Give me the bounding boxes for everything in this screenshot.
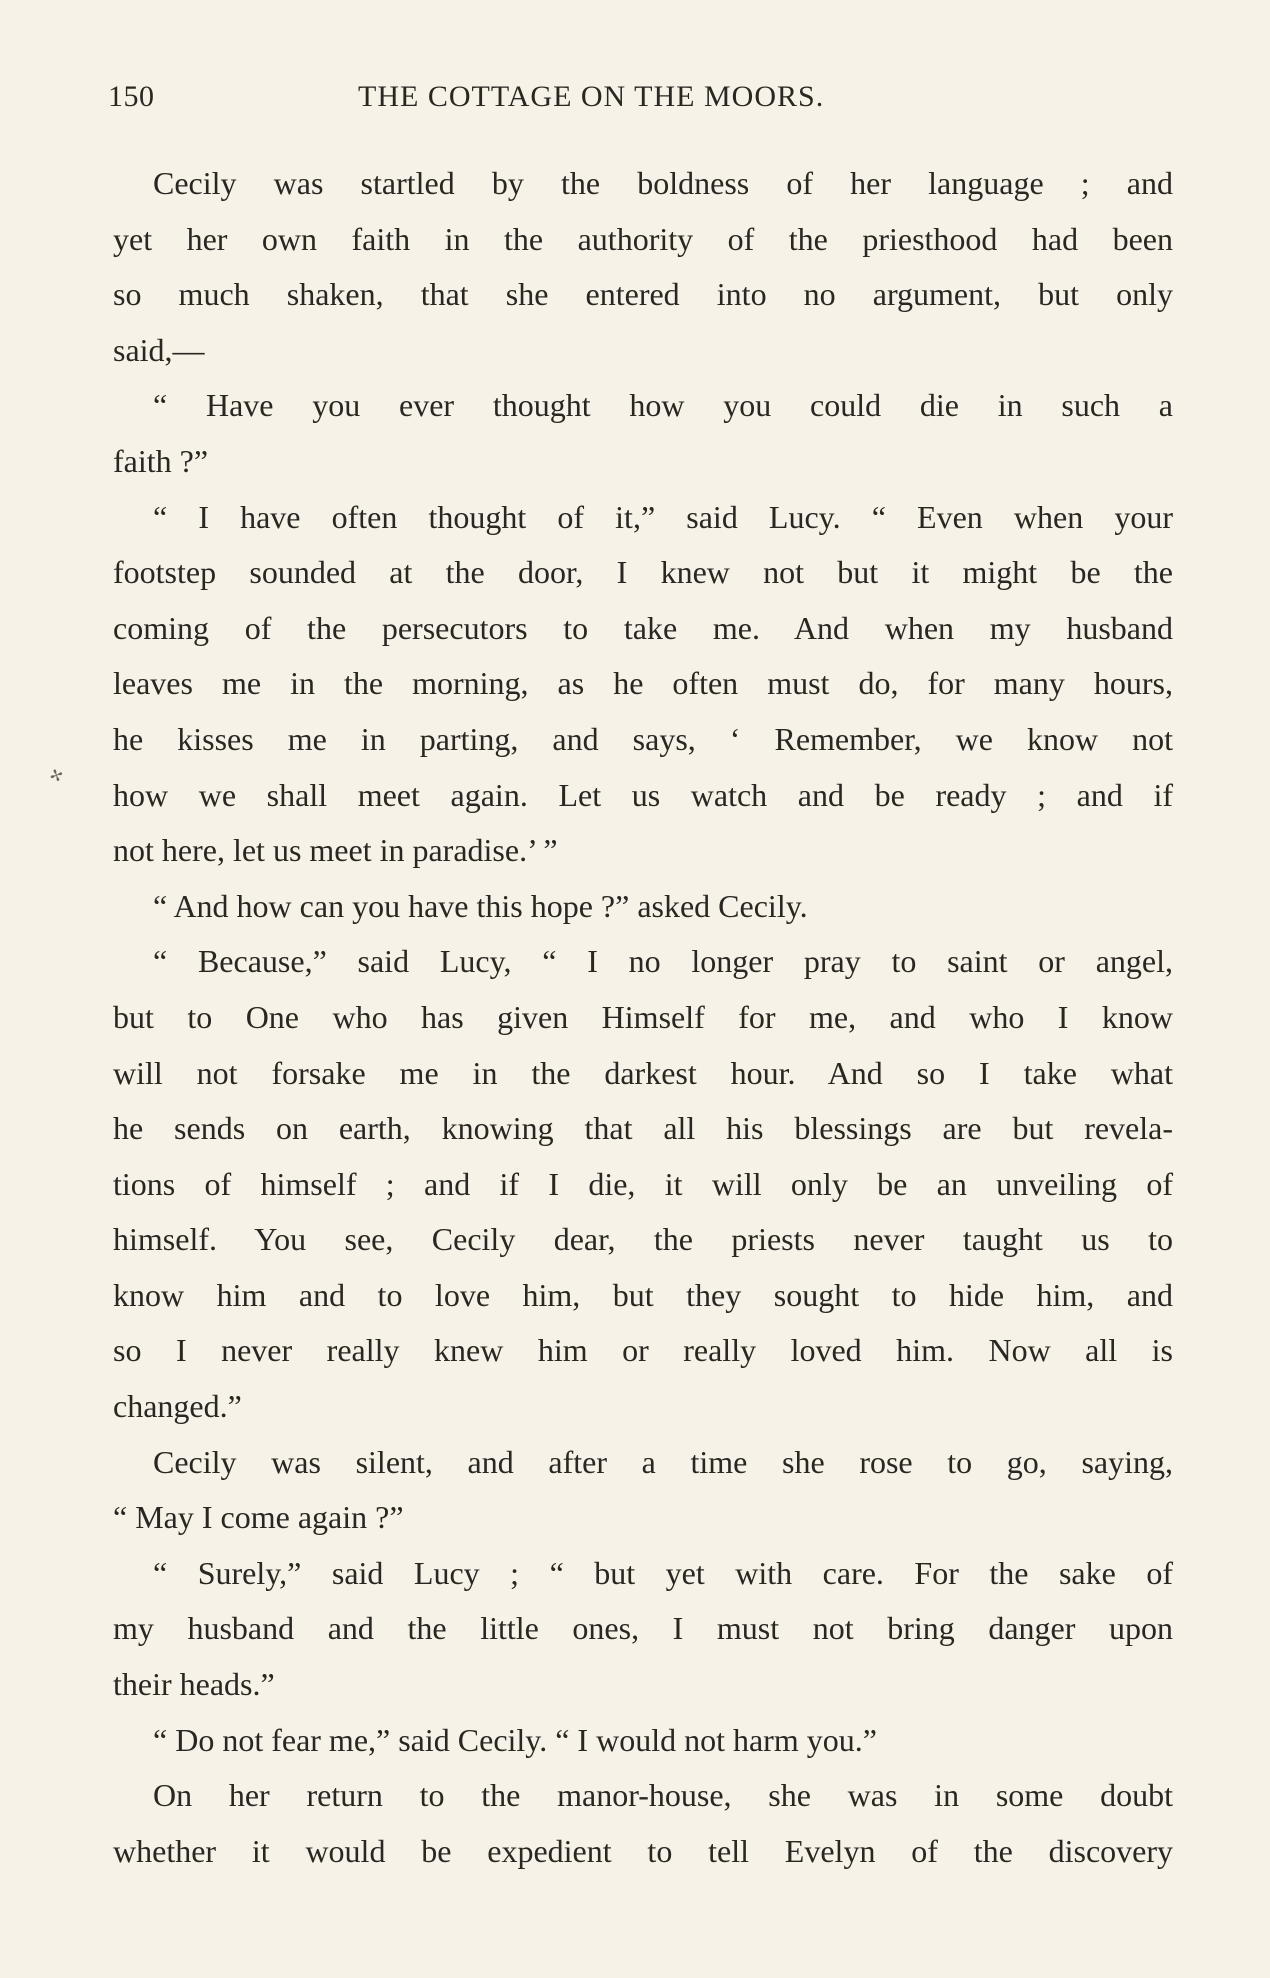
running-title: THE COTTAGE ON THE MOORS. [358,80,825,113]
text-line: “ Surely,” said Lucy ; “ but yet with care. For the sake of [153,1554,1173,1591]
text-line: Cecily was silent, and after a time she rose to go, saying, [153,1443,1173,1480]
text-line: so I never really knew him or really loved him. Now all is [113,1332,1173,1369]
text-line: so much shaken, that she entered into no argument, but only [113,276,1173,313]
text-line: himself. You see, Cecily dear, the priests never taught us to [113,1221,1173,1258]
body-text [113,156,1173,1879]
text-line: “ Do not fear me,” said Cecily. “ I would not harm you.” [153,1721,877,1758]
text-line: footstep sounded at the door, I knew not but it might be the [113,554,1173,591]
text-line: tions of himself ; and if I die, it will only be an unveiling of [113,1165,1173,1202]
text-line: whether it would be expedient to tell Evelyn of the discovery [113,1832,1173,1869]
text-line: “ May I come again ?” [113,1499,404,1536]
text-line: will not forsake me in the darkest hour. And so I take what [113,1054,1173,1091]
text-line: “ Because,” said Lucy, “ I no longer pray to saint or angel, [153,943,1173,980]
text-line: my husband and the little ones, I must not bring danger upon [113,1610,1173,1647]
text-line: he kisses me in parting, and says, ‘ Remember, we know not [113,720,1173,757]
text-line: how we shall meet again. Let us watch and be ready ; and if [113,776,1173,813]
text-line: he sends on earth, knowing that all his blessings are but revela- [113,1110,1173,1147]
text-line: their heads.” [113,1666,275,1703]
text-line: faith ?” [113,442,209,479]
text-line: but to One who has given Himself for me, and who I know [113,998,1173,1035]
margin-mark: ✢ [47,766,67,787]
text-line: “ Have you ever thought how you could die in such a [153,387,1173,424]
text-line: leaves me in the morning, as he often must do, for many hours, [113,665,1173,702]
text-line: “ And how can you have this hope ?” asked Cecily. [153,887,808,924]
text-line: changed.” [113,1388,242,1425]
text-line: yet her own faith in the authority of the priesthood had been [113,220,1173,257]
text-line: know him and to love him, but they sought to hide him, and [113,1276,1173,1313]
text-line: Cecily was startled by the boldness of her language ; and [153,165,1173,201]
text-line: On her return to the manor-house, she was in some doubt [153,1777,1173,1814]
text-line: not here, let us meet in paradise.’ ” [113,832,558,869]
text-line: coming of the persecutors to take me. And when my husband [113,609,1173,646]
page-number: 150 [108,80,155,113]
text-line: “ I have often thought of it,” said Lucy. “ Even when your [153,498,1173,535]
text-line: said,— [113,331,205,368]
running-head [108,80,1168,120]
